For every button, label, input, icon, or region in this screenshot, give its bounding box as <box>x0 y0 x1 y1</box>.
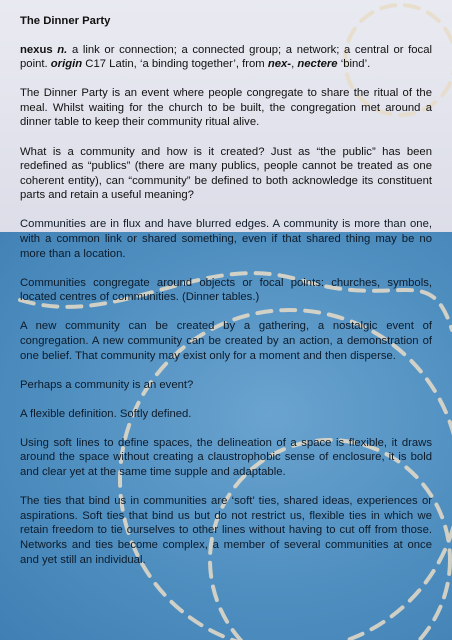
definition-comma: , <box>291 58 298 71</box>
definition-root2: nectere <box>297 58 338 71</box>
paragraph-soft-lines: Using soft lines to define spaces, the delineation of a space is flexible, it draws around the space without creating a claustrophobic sense of enclosure, it is bold and clear yet at the same time supple and adaptable. <box>20 436 432 479</box>
blue-section-text <box>20 217 432 567</box>
paragraph-dinner-party: The Dinner Party is an event where people congregate to share the ritual of the meal. Whilst waiting for the church to be built, the congregation met around a dinner table to keep their community ritual alive. <box>20 87 432 129</box>
definition-pos: n. <box>57 43 68 56</box>
definition-block <box>20 43 432 72</box>
definition-end: ‘bind’. <box>337 58 371 71</box>
definition-headword: nexus <box>20 43 53 56</box>
paragraph-flexible-definition: A flexible definition. Softly defined. <box>20 407 192 420</box>
paragraph-new-community: A new community can be created by a gathering, a nostalgic event of congregation. A new community can be created by an action, a demonstration of one belief. That community may exist only for a moment and then disperse. <box>20 320 432 362</box>
document-page <box>20 14 432 582</box>
paragraph-what-is-community: What is a community and how is it created? Just as “the public” has been redefined as “publics” (there are many publics, people cannot be treated as one coherent entity), can “community” be defined to both acknowledge its constituent parts and retain a useful meaning? <box>20 145 432 202</box>
document-title: The Dinner Party <box>20 15 111 27</box>
paragraph-flux: Communities are in flux and have blurred edges. A community is more than one, with a common link or shared something, even if that shared thing may be no more than a location. <box>20 218 432 260</box>
definition-origin-label: origin <box>50 58 83 71</box>
paragraph-ties: The ties that bind us in communities are ‘soft’ ties, shared ideas, experiences or aspirations. Soft ties that bind us but do not restrict us, flexible ties in which we retain freedom to tie ourselves to other lines without having to cut off from those. Networks and ties become complex, a member of several communities at once and yet still an individual. <box>20 495 432 566</box>
paragraph-focal-points: Communities congregate around objects or focal points: churches, symbols, located centres of communities. (Dinner tables.) <box>20 276 432 304</box>
definition-meaning: a link or connection; a connected group; a network; a central or focal point. <box>20 43 432 71</box>
paragraph-event-question: Perhaps a community is an event? <box>20 378 194 391</box>
definition-root1: nex- <box>267 58 292 71</box>
definition-origin-text: C17 Latin, ‘a binding together’, from <box>82 58 268 71</box>
